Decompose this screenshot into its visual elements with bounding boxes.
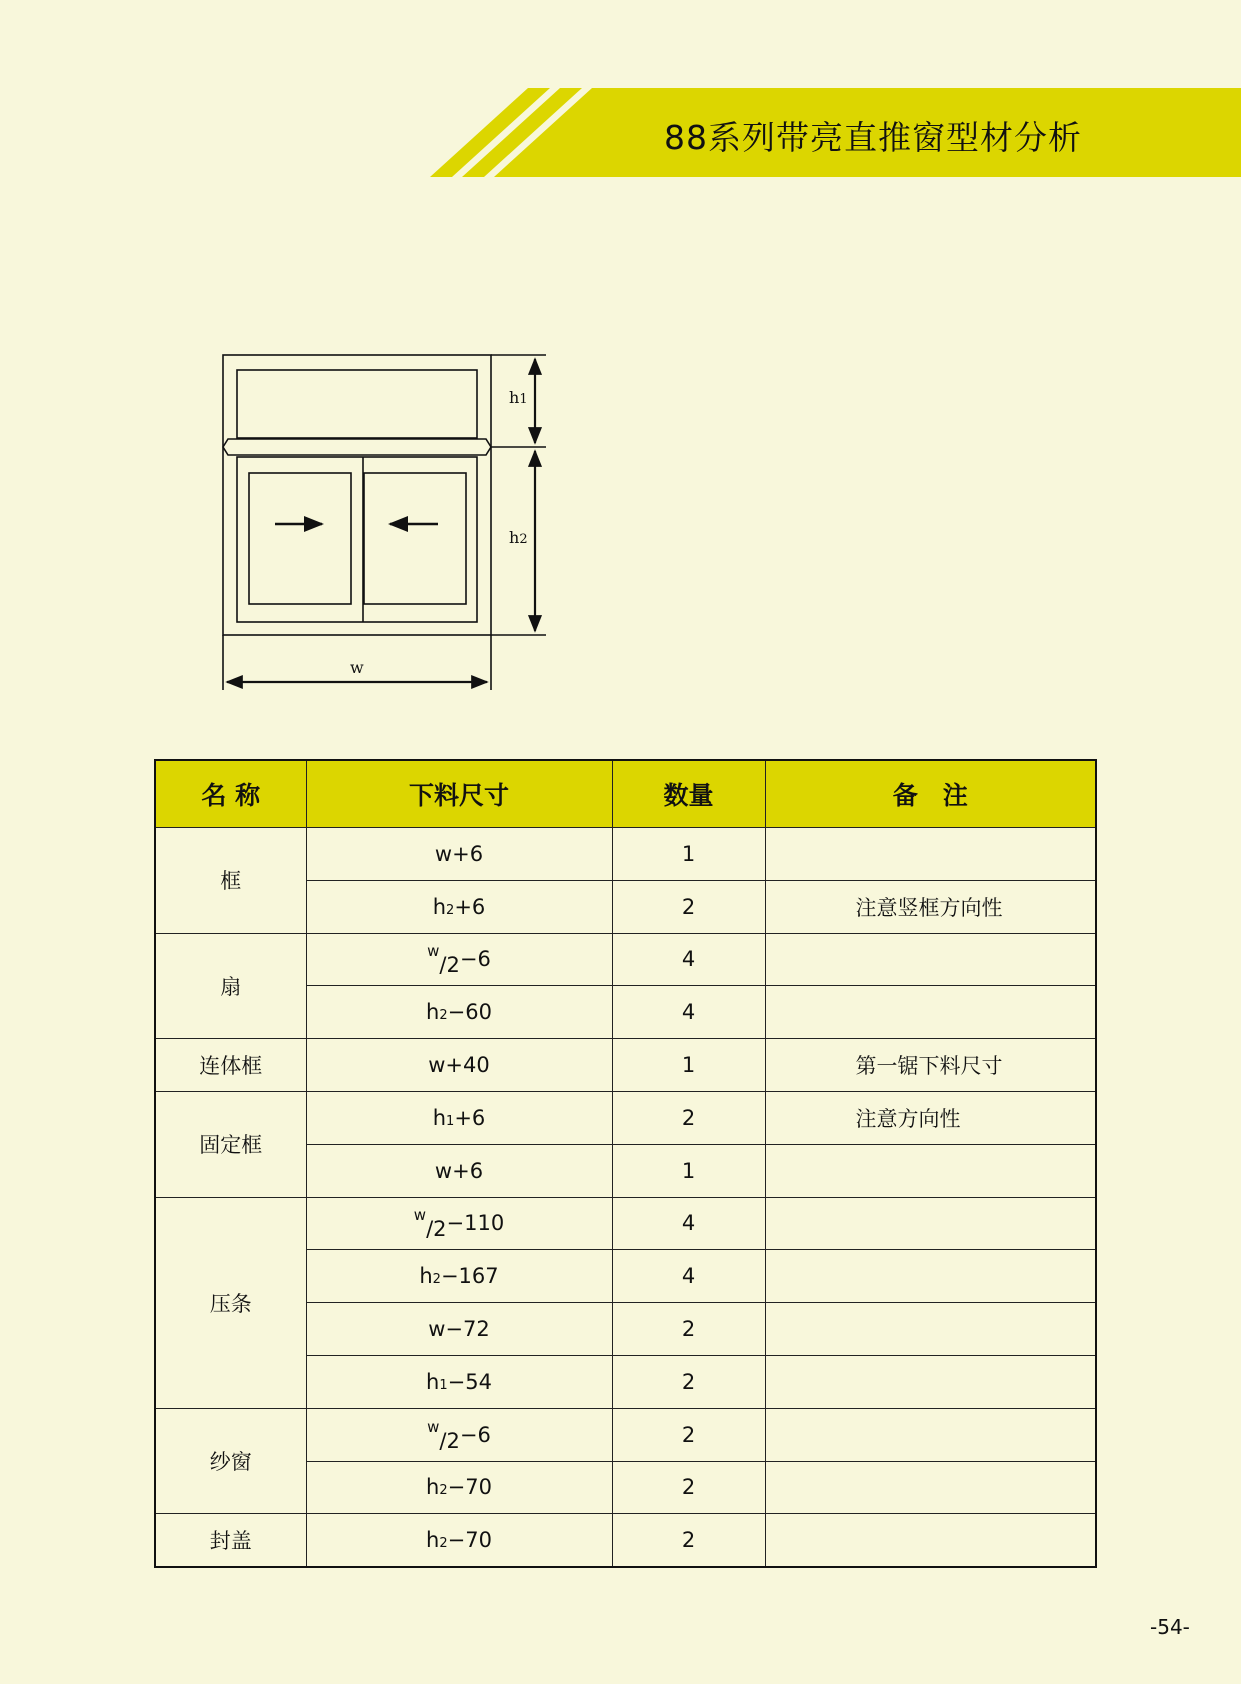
cut-size-cell: [306, 1514, 612, 1567]
cut-size-cell: [306, 1197, 612, 1250]
size-subscript: 1: [439, 1377, 448, 1393]
remarks-cell: 注意竖框方向性: [765, 880, 1096, 933]
part-name-cell: 扇: [155, 933, 306, 1039]
remarks-cell: [765, 1250, 1096, 1303]
quantity-cell: 1: [612, 1144, 765, 1197]
table-row: [155, 1091, 1096, 1144]
size-slash: /: [426, 1217, 434, 1242]
cut-size-cell: [306, 986, 612, 1039]
size-slash: /: [439, 1428, 447, 1453]
cut-size-cell: [306, 1355, 612, 1408]
remarks-cell: [765, 828, 1096, 881]
h2-label: h2: [509, 528, 528, 547]
cut-size-cell: [306, 880, 612, 933]
size-denominator: 2: [446, 1428, 460, 1453]
part-name-cell: 压条: [155, 1197, 306, 1408]
table-header-row: [155, 760, 1096, 828]
sash-area: [237, 457, 477, 622]
size-base: h: [426, 1475, 440, 1500]
size-base: w: [434, 1158, 453, 1183]
remarks-cell: [765, 933, 1096, 986]
size-base: w: [428, 1053, 446, 1078]
right-sash: [364, 473, 466, 604]
header-name: 名 称: [155, 760, 306, 828]
quantity-cell: 4: [612, 1197, 765, 1250]
quantity-cell: 2: [612, 1355, 765, 1408]
size-denominator: 2: [433, 1217, 447, 1242]
size-tail: +6: [452, 1158, 484, 1183]
quantity-cell: 4: [612, 933, 765, 986]
part-name-cell: 连体框: [155, 1039, 306, 1092]
window-drawing: [210, 350, 560, 700]
size-base: w: [434, 841, 453, 866]
table-row: [155, 828, 1096, 881]
size-subscript: 2: [439, 1536, 448, 1552]
size-base: h: [426, 1528, 440, 1553]
size-base: h: [426, 1369, 440, 1394]
cut-size-cell: [306, 1408, 612, 1461]
remarks-cell: [765, 1197, 1096, 1250]
quantity-cell: 1: [612, 1039, 765, 1092]
size-base: h: [432, 894, 447, 919]
size-tail: +6: [454, 894, 486, 919]
cut-size-cell: [306, 1250, 612, 1303]
size-base: h: [426, 1000, 440, 1025]
outer-frame: [223, 355, 491, 635]
title-banner: [0, 0, 1241, 200]
table-row: [155, 1197, 1096, 1250]
part-name-cell: 框: [155, 828, 306, 934]
remarks-cell: [765, 1303, 1096, 1356]
remarks-cell: 第一锯下料尺寸: [765, 1039, 1096, 1092]
quantity-cell: 2: [612, 1461, 765, 1514]
remarks-cell: [765, 986, 1096, 1039]
size-tail: −70: [447, 1475, 492, 1500]
table-row: [155, 1514, 1096, 1567]
page-title: 88系列带亮直推窗型材分析: [664, 118, 1082, 157]
cutting-list-table: [154, 759, 1097, 1568]
size-tail: −60: [447, 1000, 492, 1025]
header-cut-size: 下料尺寸: [306, 760, 612, 828]
quantity-cell: 1: [612, 828, 765, 881]
table-row: [155, 1039, 1096, 1092]
size-subscript: 2: [432, 1272, 441, 1288]
transom-bar: [223, 439, 491, 455]
header-quantity: 数量: [612, 760, 765, 828]
size-base: w: [428, 1317, 446, 1342]
header-remarks: 备 注: [765, 760, 1096, 828]
size-tail: +40: [445, 1053, 490, 1078]
size-tail: +6: [452, 841, 484, 866]
cut-size-cell: [306, 1039, 612, 1092]
size-subscript: 1: [446, 1113, 455, 1129]
size-numerator: w: [427, 942, 440, 961]
size-tail: −110: [446, 1211, 505, 1236]
fixed-light: [237, 370, 477, 438]
quantity-cell: 2: [612, 1091, 765, 1144]
table-body: [155, 828, 1096, 1568]
size-subscript: 2: [446, 902, 455, 918]
quantity-cell: 2: [612, 1514, 765, 1567]
cut-size-cell: [306, 828, 612, 881]
remarks-cell: [765, 1408, 1096, 1461]
size-tail: −167: [440, 1264, 499, 1289]
remarks-cell: [765, 1514, 1096, 1567]
page-number: -54-: [1150, 1615, 1190, 1639]
quantity-cell: 2: [612, 1408, 765, 1461]
size-tail: −72: [445, 1317, 490, 1342]
size-tail: −6: [459, 1422, 491, 1447]
size-numerator: w: [413, 1206, 427, 1225]
size-tail: −70: [447, 1528, 492, 1553]
part-name-cell: 封盖: [155, 1514, 306, 1567]
remarks-cell: [765, 1144, 1096, 1197]
quantity-cell: 2: [612, 880, 765, 933]
quantity-cell: 2: [612, 1303, 765, 1356]
remarks-cell: 注意方向性: [765, 1091, 1096, 1144]
size-base: h: [432, 1105, 447, 1130]
window-diagram: [210, 350, 560, 700]
size-tail: −54: [447, 1369, 492, 1394]
size-denominator: 2: [446, 953, 460, 978]
part-name-cell: 固定框: [155, 1091, 306, 1197]
size-base: h: [419, 1264, 433, 1289]
cut-size-cell: [306, 1461, 612, 1514]
cut-size-cell: [306, 1303, 612, 1356]
table-row: [155, 933, 1096, 986]
size-tail: −6: [459, 947, 491, 972]
table-row: [155, 1408, 1096, 1461]
size-tail: +6: [454, 1105, 486, 1130]
size-numerator: w: [427, 1417, 440, 1436]
left-sash: [249, 473, 351, 604]
cut-size-cell: [306, 1144, 612, 1197]
remarks-cell: [765, 1355, 1096, 1408]
quantity-cell: 4: [612, 1250, 765, 1303]
size-subscript: 2: [439, 1008, 448, 1024]
part-name-cell: 纱窗: [155, 1408, 306, 1514]
quantity-cell: 4: [612, 986, 765, 1039]
cut-size-cell: [306, 1091, 612, 1144]
cut-size-cell: [306, 933, 612, 986]
size-slash: /: [439, 953, 447, 978]
size-subscript: 2: [439, 1483, 448, 1499]
remarks-cell: [765, 1461, 1096, 1514]
h1-label: h1: [509, 388, 528, 407]
w-label: w: [350, 658, 364, 677]
